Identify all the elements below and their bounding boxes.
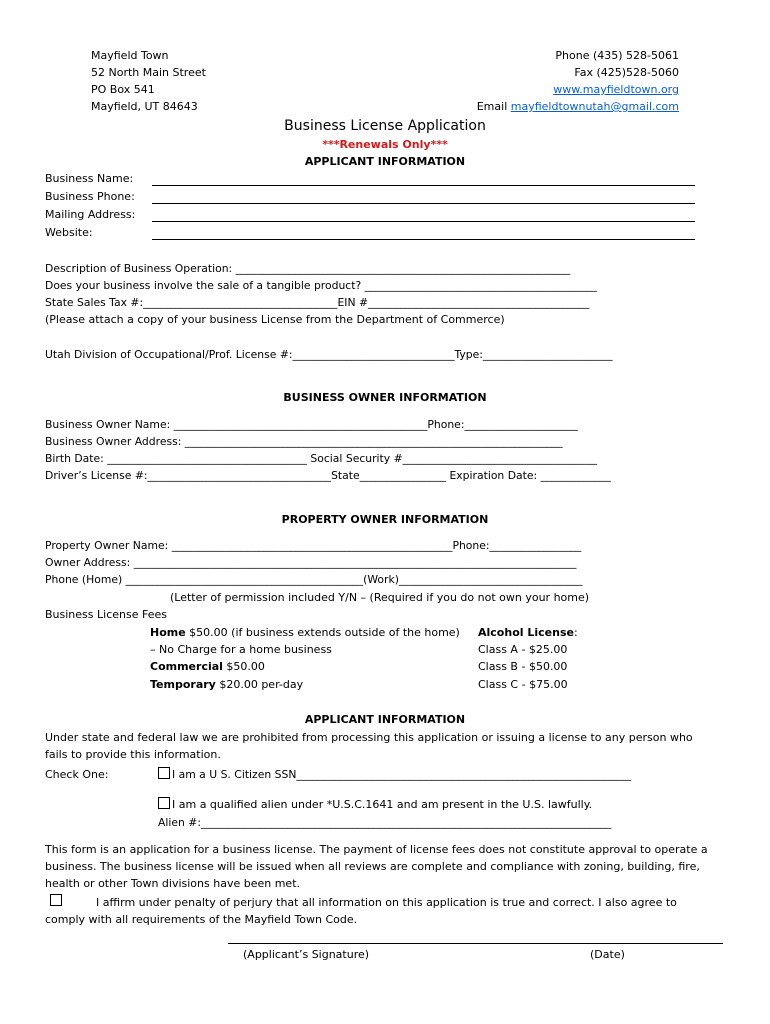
applicant-heading-2: APPLICANT INFORMATION (304, 713, 466, 726)
alien-text: I am a qualified alien under *U.S.C.1641 and am present in the U.S. lawfully. (172, 798, 593, 811)
mailing-address-label: Mailing Address: (45, 208, 136, 221)
fee-no-charge: – No Charge for a home business (150, 643, 332, 656)
affirm-checkbox[interactable] (50, 894, 62, 906)
affirm-checkbox-wrap (50, 894, 64, 910)
fee-commercial-text: $50.00 (222, 660, 265, 673)
sales-tax-row[interactable]: State Sales Tax #:____________________________________EIN #_________________________________________ (45, 296, 590, 309)
law-text: Under state and federal law we are prohibited from processing this application or issuing a license to any person who fails to provide this information. (45, 731, 693, 761)
property-phone-row[interactable]: Phone (Home) ____________________________________________(Work)__________________________________ (45, 573, 583, 586)
town-po-box: PO Box 541 (91, 83, 155, 96)
date-label: (Date) (590, 948, 625, 961)
class-b-fee: Class B - $50.00 (478, 660, 568, 673)
affirm-line-1: I affirm under penalty of perjury that all information on this application is true and correct. I also agree to (96, 896, 677, 909)
fee-home-text: $50.00 (if business extends outside of the home) (185, 626, 460, 639)
alcohol-license-colon: : (573, 626, 578, 639)
signature-line[interactable] (228, 943, 723, 944)
permission-note: (Letter of permission included Y/N – (Required if you do not own your home) (170, 591, 590, 604)
town-city: Mayfield, UT 84643 (91, 100, 198, 113)
town-website-link[interactable]: www.mayfieldtown.org (553, 83, 679, 96)
business-phone-line[interactable] (152, 203, 695, 204)
town-street: 52 North Main Street (91, 66, 206, 79)
business-phone-label: Business Phone: (45, 190, 135, 203)
renewals-note: ***Renewals Only*** (322, 138, 448, 151)
alcohol-license (478, 625, 578, 641)
alcohol-license-bold: Alcohol License (478, 626, 574, 639)
owner-heading: BUSINESS OWNER INFORMATION (283, 391, 487, 404)
tangible-row[interactable]: Does your business involve the sale of a tangible product? ___________________________________________ (45, 279, 597, 292)
alien-checkbox[interactable] (158, 797, 170, 809)
fee-commercial-bold: Commercial (150, 660, 223, 673)
mailing-address-line[interactable] (152, 221, 695, 222)
attach-note: (Please attach a copy of your business License from the Department of Commerce) (45, 313, 505, 326)
affirm-line-2: comply with all requirements of the Mayfield Town Code. (45, 913, 358, 926)
citizen-option (158, 767, 631, 783)
form-title: Business License Application (284, 118, 486, 134)
owner-name-row[interactable]: Business Owner Name: _______________________________________________Phone:_____________________ (45, 418, 578, 431)
town-email (477, 99, 679, 115)
fee-home-bold: Home (150, 626, 186, 639)
email-label: Email (476, 100, 511, 113)
class-c-fee: Class C - $75.00 (478, 678, 568, 691)
citizen-text: I am a U S. Citizen SSN______________________________________________________________ (172, 768, 632, 781)
drivers-license-row[interactable]: Driver’s License #:__________________________________State________________ Expiration Date: _____________ (45, 469, 611, 482)
fee-commercial (150, 659, 265, 675)
town-fax: Fax (425)528-5060 (574, 66, 679, 79)
check-one-label: Check One: (45, 768, 109, 781)
alien-number-row[interactable]: Alien #:____________________________________________________________________________ (158, 816, 612, 829)
class-a-fee: Class A - $25.00 (478, 643, 568, 656)
website-label: Website: (45, 226, 93, 239)
applicant-heading: APPLICANT INFORMATION (304, 155, 466, 168)
town-name: Mayfield Town (91, 49, 169, 62)
signature-label: (Applicant’s Signature) (243, 948, 370, 961)
form-disclaimer: This form is an application for a business license. The payment of license fees does not constitute approval to operate a business. The business license will be issued when all reviews are complete and compliance with zoning, building, fire, health or other Town divisions have been met. (45, 843, 708, 890)
property-owner-address-row[interactable]: Owner Address: __________________________________________________________________________________ (45, 556, 577, 569)
fees-label: Business License Fees (45, 608, 167, 621)
fee-temporary-text: $20.00 per-day (215, 678, 304, 691)
town-email-link[interactable]: mayfieldtownutah@gmail.com (510, 100, 679, 113)
town-phone: Phone (435) 528-5061 (555, 49, 679, 62)
business-name-label: Business Name: (45, 172, 134, 185)
utah-license-row[interactable]: Utah Division of Occupational/Prof. License #:______________________________Type:________________________ (45, 348, 613, 361)
alien-option (158, 797, 592, 813)
property-heading: PROPERTY OWNER INFORMATION (281, 513, 489, 526)
fee-temporary-bold: Temporary (150, 678, 216, 691)
business-name-line[interactable] (152, 185, 695, 186)
property-owner-name-row[interactable]: Property Owner Name: ____________________________________________________Phone:_________________ (45, 539, 582, 552)
website-line[interactable] (152, 239, 695, 240)
fee-temporary (150, 677, 303, 693)
birth-date-row[interactable]: Birth Date: _____________________________________ Social Security #____________________________________ (45, 452, 598, 465)
citizen-checkbox[interactable] (158, 767, 170, 779)
owner-address-row[interactable]: Business Owner Address: ______________________________________________________________________ (45, 435, 563, 448)
fee-home (150, 625, 460, 641)
description-row[interactable]: Description of Business Operation: ______________________________________________________________ (45, 262, 571, 275)
